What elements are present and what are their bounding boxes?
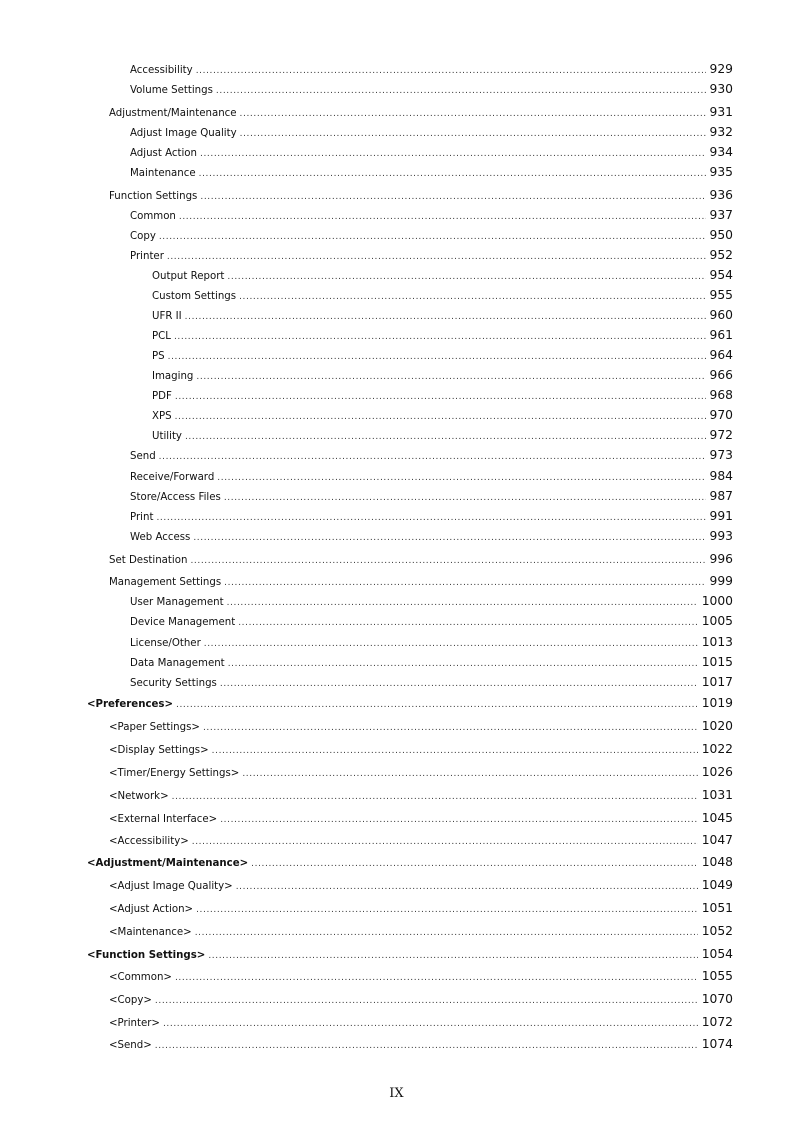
toc-entry-page: 1055 [701, 969, 733, 983]
toc-entry[interactable] [152, 388, 733, 404]
toc-entry-page: 1051 [701, 901, 733, 915]
dot-leader [238, 616, 698, 630]
dot-leader [175, 410, 706, 424]
toc-entry[interactable] [130, 62, 733, 78]
dot-leader [156, 511, 705, 525]
toc-entry[interactable] [152, 408, 733, 424]
toc-entry-page: 930 [709, 82, 733, 96]
dot-leader [175, 971, 698, 985]
dot-leader [220, 813, 698, 827]
toc-entry-title: <Accessibility> [109, 836, 189, 847]
toc-entry[interactable] [130, 228, 733, 244]
toc-entry[interactable] [152, 428, 733, 444]
toc-entry[interactable] [152, 268, 733, 284]
toc-entry-page: 936 [709, 188, 733, 202]
toc-entry-page: 950 [709, 228, 733, 242]
dot-leader [168, 350, 706, 364]
dot-leader [236, 880, 698, 894]
dot-leader [239, 290, 705, 304]
toc-entry[interactable] [109, 105, 733, 121]
toc-entry-title: <Common> [109, 972, 172, 983]
toc-entry-title: User Management [130, 597, 224, 608]
toc-entry[interactable] [130, 489, 733, 505]
toc-entry-title: <Function Settings> [87, 950, 206, 961]
toc-entry[interactable] [130, 145, 733, 161]
toc-entry-title: License/Other [130, 638, 201, 649]
dot-leader [228, 657, 698, 671]
toc-entry-title: Management Settings [109, 577, 222, 588]
toc-entry-title: Function Settings [109, 191, 198, 202]
toc-entry[interactable] [109, 1015, 733, 1031]
dot-leader [217, 471, 705, 485]
dot-leader [224, 576, 705, 590]
toc-entry-page: 937 [709, 208, 733, 222]
toc-entry-title: PDF [152, 391, 172, 402]
dot-leader [212, 744, 698, 758]
toc-entry[interactable] [130, 208, 733, 224]
toc-entry-page: 954 [709, 268, 733, 282]
toc-entry[interactable] [109, 901, 733, 917]
dot-leader [185, 310, 706, 324]
toc-entry[interactable] [130, 82, 733, 98]
dot-leader [167, 250, 706, 264]
toc-entry[interactable] [152, 288, 733, 304]
dot-leader [242, 767, 697, 781]
toc-entry-page: 984 [709, 469, 733, 483]
dot-leader [163, 1017, 698, 1031]
toc-entry-title: <Copy> [109, 995, 152, 1006]
toc-entry-page: 991 [709, 509, 733, 523]
toc-entry-title: Volume Settings [130, 85, 213, 96]
toc-entry-page: 1074 [701, 1037, 733, 1051]
dot-leader [240, 127, 706, 141]
dot-leader [195, 926, 698, 940]
dot-leader [192, 835, 698, 849]
toc-entry-title: Custom Settings [152, 291, 237, 302]
toc-entry-page: 1049 [701, 878, 733, 892]
dot-leader [159, 230, 706, 244]
toc-entry-page: 1022 [701, 742, 733, 756]
toc-entry-title: UFR II [152, 311, 182, 322]
toc-entry-title: Store/Access Files [130, 492, 221, 503]
toc-entry-page: 966 [709, 368, 733, 382]
toc-entry-page: 929 [709, 62, 733, 76]
toc-entry[interactable] [87, 947, 733, 963]
toc-entry[interactable] [109, 765, 733, 781]
toc-entry-page: 1072 [701, 1015, 733, 1029]
toc-entry[interactable] [109, 924, 733, 940]
toc-entry-page: 1052 [701, 924, 733, 938]
toc-entry-title: <Paper Settings> [109, 722, 200, 733]
toc-entry-page: 1054 [701, 947, 733, 961]
toc-entry-title: Security Settings [130, 678, 217, 689]
toc-entry-title: Receive/Forward [130, 472, 215, 483]
toc-entry[interactable] [87, 855, 733, 871]
toc-entry-title: Printer [130, 251, 164, 262]
toc-entry-title: <Printer> [109, 1018, 160, 1029]
toc-entry-title: Set Destination [109, 555, 188, 566]
dot-leader [159, 450, 706, 464]
toc-entry[interactable] [152, 328, 733, 344]
dot-leader [172, 790, 698, 804]
toc-entry[interactable] [130, 675, 733, 691]
dot-leader [220, 677, 698, 691]
toc-entry-page: 996 [709, 552, 733, 566]
page-number: IX [389, 1086, 404, 1101]
toc-entry-title: Utility [152, 431, 182, 442]
toc-entry-title: Device Management [130, 617, 236, 628]
dot-leader [208, 949, 697, 963]
toc-entry[interactable] [109, 1037, 733, 1053]
toc-entry-title: Maintenance [130, 168, 196, 179]
toc-entry-title: Accessibility [130, 65, 193, 76]
dot-leader [185, 430, 706, 444]
toc-entry-title: Output Report [152, 271, 225, 282]
toc-entry-page: 1048 [701, 855, 733, 869]
toc-entry[interactable] [109, 574, 733, 590]
toc-entry[interactable] [152, 308, 733, 324]
toc-entry-page: 987 [709, 489, 733, 503]
toc-entry-page: 952 [709, 248, 733, 262]
dot-leader [251, 857, 698, 871]
toc-entry-page: 1005 [701, 614, 733, 628]
toc-entry[interactable] [152, 368, 733, 384]
toc-entry-page: 934 [709, 145, 733, 159]
toc-entry-title: XPS [152, 411, 172, 422]
toc-entry-page: 964 [709, 348, 733, 362]
toc-entry[interactable] [109, 788, 733, 804]
toc-entry-page: 961 [709, 328, 733, 342]
toc-entry-page: 935 [709, 165, 733, 179]
dot-leader [175, 390, 706, 404]
toc-entry[interactable] [130, 594, 733, 610]
toc-entry-page: 972 [709, 428, 733, 442]
toc-entry-page: 1026 [701, 765, 733, 779]
toc-entry[interactable] [109, 992, 733, 1008]
dot-leader [190, 554, 705, 568]
toc-entry-title: Send [130, 451, 156, 462]
toc-entry[interactable] [109, 552, 733, 568]
toc-entry[interactable] [130, 655, 733, 671]
dot-leader [174, 330, 706, 344]
toc-entry-title: PS [152, 351, 165, 362]
toc-entry-page: 1013 [701, 635, 733, 649]
toc-entry-title: <Network> [109, 791, 169, 802]
toc-entry-title: <Adjust Image Quality> [109, 881, 233, 892]
dot-leader [176, 698, 698, 712]
toc-entry-title: Web Access [130, 532, 191, 543]
toc-entry-title: PCL [152, 331, 171, 342]
dot-leader [227, 596, 698, 610]
toc-entry-page: 1015 [701, 655, 733, 669]
toc-entry[interactable] [109, 811, 733, 827]
dot-leader [240, 107, 706, 121]
toc-entry[interactable] [87, 696, 733, 712]
toc-entry[interactable] [109, 742, 733, 758]
toc-entry[interactable] [130, 509, 733, 525]
toc-entry-title: <Preferences> [87, 699, 174, 710]
toc-entry-page: 973 [709, 448, 733, 462]
toc-entry-page: 1070 [701, 992, 733, 1006]
toc-entry[interactable] [130, 635, 733, 651]
dot-leader [155, 1039, 698, 1053]
toc-entry-page: 931 [709, 105, 733, 119]
toc-entry-page: 970 [709, 408, 733, 422]
toc-entry-page: 1031 [701, 788, 733, 802]
dot-leader [196, 370, 705, 384]
toc-entry-title: <Adjustment/Maintenance> [87, 858, 249, 869]
dot-leader [196, 64, 706, 78]
dot-leader [204, 637, 698, 651]
toc-entry[interactable] [130, 125, 733, 141]
toc-entry[interactable] [130, 529, 733, 545]
toc-entry[interactable] [130, 248, 733, 264]
dot-leader [216, 84, 706, 98]
toc-entry[interactable] [109, 878, 733, 894]
toc-entry-title: Imaging [152, 371, 194, 382]
toc-entry-title: Adjust Image Quality [130, 128, 237, 139]
dot-leader [200, 147, 706, 161]
toc-entry-title: <External Interface> [109, 814, 218, 825]
toc-entry[interactable] [130, 165, 733, 181]
toc-entry-title: <Timer/Energy Settings> [109, 768, 240, 779]
toc-entry[interactable] [130, 469, 733, 485]
toc-entry-page: 1017 [701, 675, 733, 689]
dot-leader [155, 994, 698, 1008]
toc-entry-page: 1020 [701, 719, 733, 733]
toc-entry-title: <Adjust Action> [109, 904, 194, 915]
toc-entry[interactable] [130, 448, 733, 464]
toc-entry-title: Adjust Action [130, 148, 197, 159]
toc-entry[interactable] [109, 188, 733, 204]
toc-entry-title: Print [130, 512, 154, 523]
dot-leader [203, 721, 698, 735]
dot-leader [200, 190, 705, 204]
toc-entry-page: 955 [709, 288, 733, 302]
toc-entry-page: 1019 [701, 696, 733, 710]
toc-entry-page: 993 [709, 529, 733, 543]
toc-entry-page: 960 [709, 308, 733, 322]
dot-leader [199, 167, 706, 181]
toc-entry-title: Data Management [130, 658, 225, 669]
toc-entry-page: 999 [709, 574, 733, 588]
dot-leader [179, 210, 706, 224]
toc-entry-title: Copy [130, 231, 156, 242]
toc-entry-page: 1000 [701, 594, 733, 608]
toc-entry-page: 1045 [701, 811, 733, 825]
toc-entry[interactable] [109, 833, 733, 849]
toc-entry-title: <Display Settings> [109, 745, 209, 756]
toc-entry[interactable] [152, 348, 733, 364]
dot-leader [227, 270, 705, 284]
dot-leader [224, 491, 706, 505]
toc-entry-title: Adjustment/Maintenance [109, 108, 237, 119]
toc-entry-title: <Maintenance> [109, 927, 192, 938]
toc-entry-title: <Send> [109, 1040, 152, 1051]
dot-leader [196, 903, 698, 917]
toc-entry[interactable] [130, 614, 733, 630]
toc-entry-page: 1047 [701, 833, 733, 847]
toc-entry-page: 968 [709, 388, 733, 402]
toc-entry-page: 932 [709, 125, 733, 139]
toc-entry[interactable] [109, 969, 733, 985]
toc-entry-title: Common [130, 211, 176, 222]
dot-leader [193, 531, 705, 545]
toc-entry[interactable] [109, 719, 733, 735]
